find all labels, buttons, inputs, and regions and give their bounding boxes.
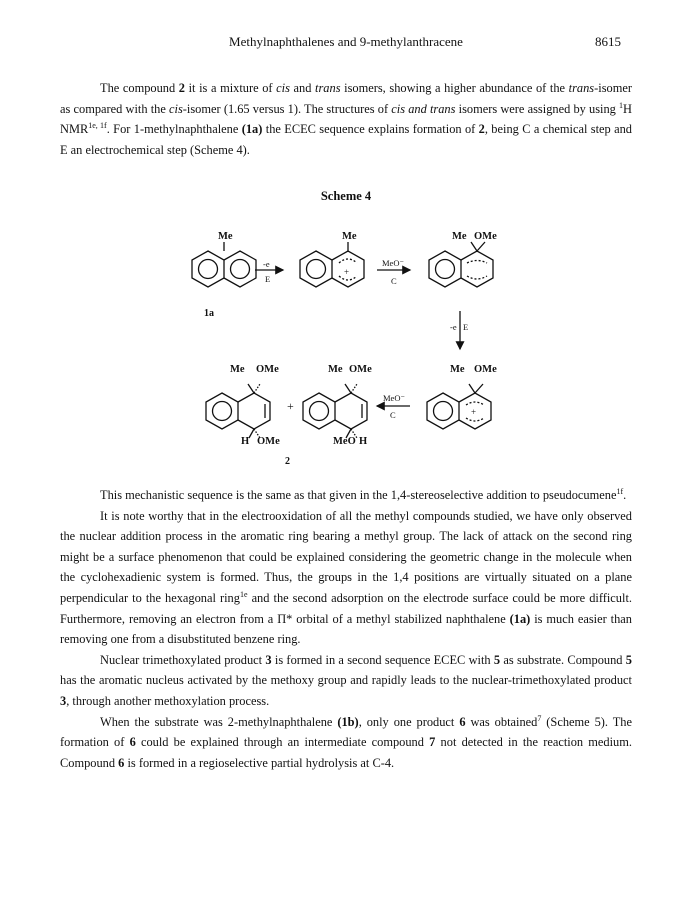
molecule-methoxy-radical	[429, 242, 493, 287]
label-ome-c: OMe	[474, 231, 497, 242]
page-number: 8615	[595, 34, 621, 49]
molecule-radical-cation	[300, 242, 364, 287]
arrow3-left: -e	[450, 322, 457, 332]
molecule-product-2-cis	[303, 384, 367, 438]
paragraph: The compound 2 it is a mixture of cis and trans isomers, showing a higher abundance of the trans-isomer as compared with the cis-isomer (1.65 versus 1). The structures of cis and trans isomers were assigned by using $^1$H $NMR^{1e, 1f}$. For 1-methylnaphthalene (1a) the ECEC sequence explains formation of 2, being C a chemical step and E an electrochemical step (Scheme 4).	[60, 81, 632, 157]
running-title: Methylnaphthalenes and 9-methylanthracene	[229, 34, 463, 49]
arrow2-top: MeO⁻	[382, 258, 404, 268]
paragraph: It is note worthy that in the electrooxidation of all the methyl compounds studied, we have only observed the nuclear addition process in the aromatic ring bearing a methyl group. The lack of attack on the second ring might be a surface phenomenon that could be explained considering the geometric change in the molecule when the cyclohexadienic system is formed. Thus, the groups in the 1,4 positions are virtually situated on a plane perpendicular to the hexagonal ring$^{1e}$ and the second adsorption on the electrode surface could be more difficult. Furthermore, removing an electron from a Π* orbital of a methyl stabilized naphthalene (1a) is much easier than removing one from a disubstituted benzene ring.	[60, 508, 632, 647]
arrow4-bottom: C	[390, 410, 396, 420]
label-me-radical: Me	[342, 231, 357, 242]
label-meo-f: MeO	[333, 436, 356, 447]
body-text-top	[60, 78, 632, 160]
label-me-e: Me	[230, 364, 245, 375]
molecule-cation	[427, 384, 491, 429]
label-plus-cation: +	[471, 407, 477, 417]
label-ome-e: OMe	[256, 364, 279, 375]
molecule-1a	[192, 242, 256, 287]
arrow4-top: MeO⁻	[383, 393, 405, 403]
compound-label-1a: 1a	[204, 308, 214, 319]
compound-label-2: 2	[285, 456, 290, 467]
arrow1-bottom: E	[265, 274, 271, 284]
label-me-f: Me	[328, 364, 343, 375]
arrow3-right: E	[463, 322, 469, 332]
paragraph: When the substrate was 2-methylnaphthalene (1b), only one product 6 was obtained$^7$ (Scheme 5). The formation of 6 could be explained through an intermediate compound 7 not detected in the reaction medium. Compound 6 is formed in a regioselective partial hydrolysis at C-4.	[60, 713, 632, 770]
label-h-f: H	[359, 436, 368, 447]
molecule-product-2-trans	[206, 384, 270, 438]
paragraph: This mechanistic sequence is the same as that given in the 1,4-stereoselective addition to pseudocumene$^{1f}$.	[100, 486, 627, 502]
label-me-d: Me	[450, 364, 465, 375]
body-text-bottom	[60, 485, 632, 773]
arrow1-top: -e	[263, 259, 270, 269]
scheme-title: Scheme 4	[320, 189, 372, 203]
label-ome-f: OMe	[349, 364, 372, 375]
label-plus-between: +	[287, 399, 294, 413]
label-me-1a: Me	[218, 231, 233, 242]
label-h-e: H	[241, 436, 250, 447]
paragraph: Nuclear trimethoxylated product 3 is formed in a second sequence ECEC with 5 as substrate. Compound 5 has the aromatic nucleus activated by the methoxy group and rapidly leads to the nuclear-trimethoxylated product 3, through another methoxylation process.	[60, 652, 632, 708]
label-plus-radical: +	[344, 267, 350, 277]
label-ome-e-bottom: OMe	[257, 436, 280, 447]
label-ome-d: OMe	[474, 364, 497, 375]
label-me-c: Me	[452, 231, 467, 242]
arrow2-bottom: C	[391, 276, 397, 286]
